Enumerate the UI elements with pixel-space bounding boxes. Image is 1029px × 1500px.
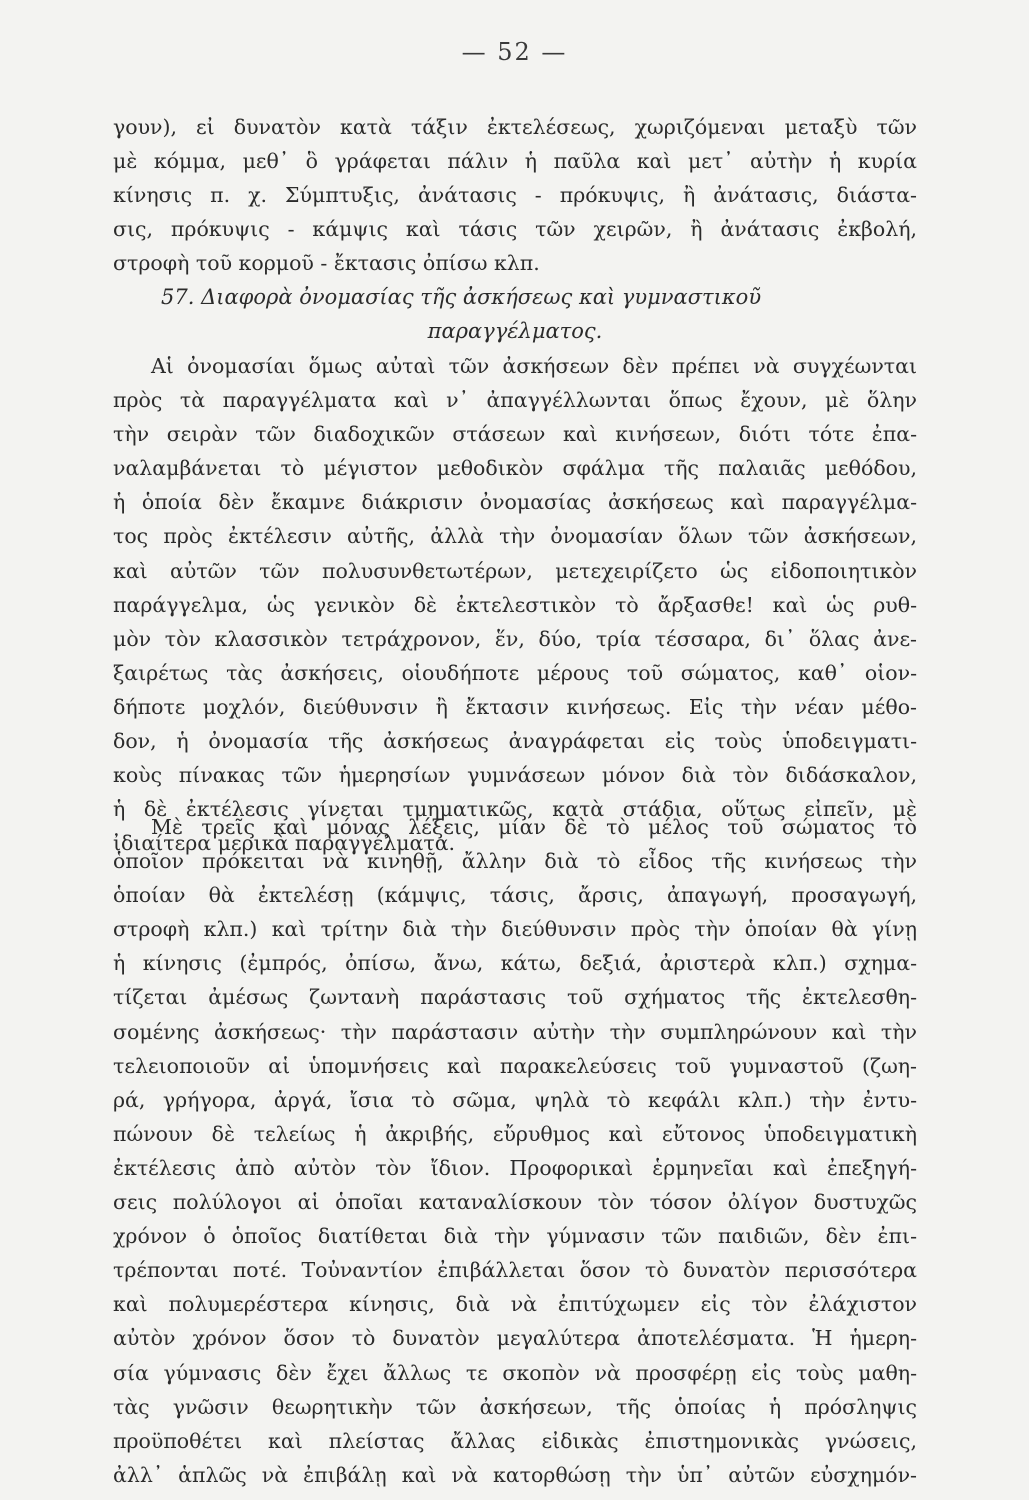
text-line: ἡ κίνησις (ἐμπρός, ὀπίσω, ἄνω, κάτω, δεξιά, ἀριστερὰ κλπ.) σχημα-	[113, 951, 917, 976]
text-line: τὴν σειρὰν τῶν διαδοχικῶν στάσεων καὶ κινήσεων, διότι τότε ἐπα-	[113, 422, 917, 447]
text-line: γουν), εἰ δυνατὸν κατὰ τάξιν ἐκτελέσεως, χωριζόμεναι μεταξὺ τῶν	[113, 115, 917, 139]
text-line: ναλαμβάνεται τὸ μέγιστον μεθοδικὸν σφάλμα τῆς παλαιᾶς μεθόδου,	[113, 456, 917, 481]
text-line: ὁποίαν θὰ ἐκτελέσῃ (κάμψις, τάσις, ἄρσις, ἀπαγωγή, προσαγωγή,	[113, 883, 917, 908]
text-line: τίζεται ἀμέσως ζωντανὴ παράστασις τοῦ σχήματος τῆς ἐκτελεσθη-	[113, 985, 917, 1010]
text-line: σομένης ἀσκήσεως· τὴν παράστασιν αὐτὴν τὴν συμπληρώνουν καὶ τὴν	[113, 1019, 917, 1044]
page-number: — 52 —	[461, 38, 568, 66]
text-line: τρέπονται ποτέ. Τοὐναντίον ἐπιβάλλεται ὅσον τὸ δυνατὸν περισσότερα	[113, 1258, 917, 1283]
text-line: ἰδιαίτερα μερικὰ παραγγέλματα.	[113, 831, 456, 856]
text-line: δήποτε μοχλόν, διεύθυνσιν ἢ ἔκτασιν κινήσεως. Εἰς τὴν νέαν μέθο-	[113, 694, 917, 719]
text-line: πώνουν δὲ τελείως ἡ ἀκριβής, εὔρυθμος καὶ εὔτονος ὑποδειγματικὴ	[113, 1121, 917, 1146]
intro-text	[113, 110, 917, 280]
text-line: ἀλλ᾽ ἁπλῶς νὰ ἐπιβάλῃ καὶ νὰ κατορθώσῃ τὴν ὑπ᾽ αὐτῶν εὐσχημόν-	[113, 1462, 917, 1487]
text-line: Μὲ τρεῖς καὶ μόνας λέξεις, μίαν δὲ τὸ μέλος τοῦ σώματος τὸ	[151, 815, 917, 839]
section-heading-line: 57. Διαφορὰ ὀνομασίας τῆς ἀσκήσεως καὶ γυμναστικοῦ	[161, 285, 762, 309]
text-line: παράγγελμα, ὡς γενικὸν δὲ ἐκτελεστικὸν τὸ ἄρξασθε! καὶ ὡς ρυθ-	[113, 592, 917, 617]
text-line: δον, ἡ ὀνομασία τῆς ἀσκήσεως ἀναγράφεται εἰς τοὺς ὑποδειγματι-	[113, 729, 917, 754]
text-line: τος πρὸς ἐκτέλεσιν αὐτῆς, ἀλλὰ τὴν ὀνομασίαν ὅλων τῶν ἀσκήσεων,	[113, 524, 917, 549]
text-line: προϋποθέτει καὶ πλείστας ἄλλας εἰδικὰς ἐπιστημονικὰς γνώσεις,	[113, 1428, 917, 1453]
text-line: ρά, γρήγορα, ἀργά, ἴσια τὸ σῶμα, ψηλὰ τὸ κεφάλι κλπ.) τὴν ἐντυ-	[113, 1087, 917, 1112]
text-line: καὶ πολυμερέστερα κίνησις, διὰ νὰ ἐπιτύχωμεν εἰς τὸν ἐλάχιστον	[113, 1292, 917, 1317]
text-line: ἡ ὁποία δὲν ἔκαμνε διάκρισιν ὀνομασίας ἀσκήσεως καὶ παραγγέλμα-	[113, 490, 917, 515]
text-line: ἡ δὲ ἐκτέλεσις γίνεται τμηματικῶς, κατὰ στάδια, οὕτως εἰπεῖν, μὲ	[113, 797, 917, 822]
text-line: ξαιρέτως τὰς ἀσκήσεις, οἱουδήποτε μέρους τοῦ σώματος, καθ᾽ οἱον-	[113, 660, 917, 685]
text-line: στροφὴ τοῦ κορμοῦ - ἔκτασις ὀπίσω κλπ.	[113, 251, 540, 276]
text-line: ἐκτέλεσις ἀπὸ αὐτὸν τὸν ἴδιον. Προφορικαὶ ἑρμηνεῖαι καὶ ἐπεξηγή-	[113, 1155, 917, 1180]
text-line: χρόνον ὁ ὁποῖος διατίθεται διὰ τὴν γύμνασιν τῶν παιδιῶν, δὲν ἐπι-	[113, 1224, 917, 1249]
text-line: κίνησις π. χ. Σύμπτυξις, ἀνάτασις - πρόκυψις, ἢ ἀνάτασις, διάστα-	[113, 183, 917, 208]
text-line: κοὺς πίνακας τῶν ἡμερησίων γυμνάσεων μόνον διὰ τὸν διδάσκαλον,	[113, 763, 917, 788]
text-line: τὰς γνῶσιν θεωρητικὴν τῶν ἀσκήσεων, τῆς ὁποίας ἡ πρόσληψις	[113, 1394, 917, 1419]
text-line: σις, πρόκυψις - κάμψις καὶ τάσις τῶν χειρῶν, ἢ ἀνάτασις ἐκβολή,	[113, 217, 917, 242]
text-line: Αἱ ὀνομασίαι ὅμως αὐταὶ τῶν ἀσκήσεων δὲν πρέπει νὰ συγχέωνται	[151, 354, 917, 378]
text-line: σεις πολύλογοι αἱ ὁποῖαι καταναλίσκουν τὸν τόσον ὀλίγον δυστυχῶς	[113, 1190, 917, 1215]
paragraph-1	[113, 349, 917, 860]
text-line: μὲ κόμμα, μεθ᾽ ὃ γράφεται πάλιν ἡ παῦλα καὶ μετ᾽ αὐτὴν ἡ κυρία	[113, 149, 917, 174]
text-line: σία γύμνασις δὲν ἔχει ἄλλως τε σκοπὸν νὰ προσφέρῃ εἰς τοὺς μαθη-	[113, 1360, 917, 1385]
section-heading	[113, 280, 917, 348]
section-heading-line: παραγγέλματος.	[427, 319, 603, 343]
text-line: αὐτὸν χρόνον ὅσον τὸ δυνατὸν μεγαλύτερα ἀποτελέσματα. Ἡ ἡμερη-	[113, 1326, 917, 1351]
text-line: καὶ αὐτῶν τῶν πολυσυνθετωτέρων, μετεχειρίζετο ὡς εἰδοποιητικὸν	[113, 558, 917, 583]
text-line: ὁποῖον πρόκειται νὰ κινηθῇ, ἄλλην διὰ τὸ εἶδος τῆς κινήσεως τὴν	[113, 849, 917, 874]
text-line: μὸν τὸν κλασσικὸν τετράχρονον, ἕν, δύο, τρία τέσσαρα, δι᾽ ὅλας ἀνε-	[113, 626, 917, 651]
paragraph-2	[113, 810, 917, 1492]
text-line: πρὸς τὰ παραγγέλματα καὶ ν᾽ ἀπαγγέλλωνται ὅπως ἔχουν, μὲ ὅλην	[113, 388, 917, 413]
text-line: τελειοποιοῦν αἱ ὑπομνήσεις καὶ παρακελεύσεις τοῦ γυμναστοῦ (ζωη-	[113, 1053, 917, 1078]
text-line: στροφὴ κλπ.) καὶ τρίτην διὰ τὴν διεύθυνσιν πρὸς τὴν ὁποίαν θὰ γίνῃ	[113, 917, 917, 942]
